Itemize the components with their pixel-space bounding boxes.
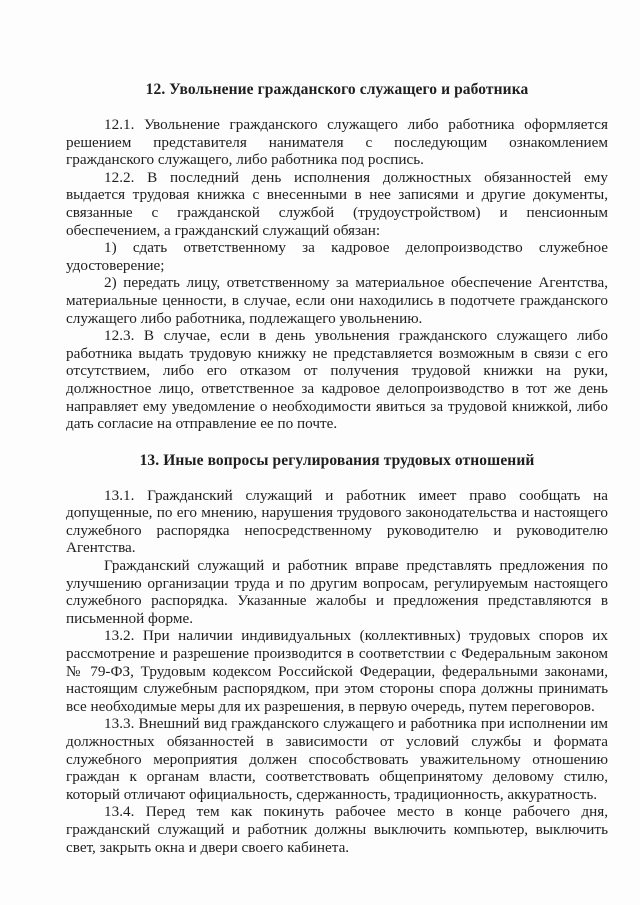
paragraph-12-1: 12.1. Увольнение гражданского служащего либо работника оформляется решением представителя нанимателя с последующим ознакомлением гражданского служащего, либо работника под роспись.: [66, 116, 608, 169]
section-12-heading: 12. Увольнение гражданского служащего и работника: [145, 81, 529, 98]
paragraph-13-2: 13.2. При наличии индивидуальных (коллективных) трудовых споров их рассмотрение и разрешение производится в соответствии с Федеральным законом № 79-ФЗ, Трудовым кодексом Российской Федерации, федеральными законами, настоящим служебным распорядком, при этом стороны спора должны принимать все необходимые меры для их разрешения, в первую очередь, путем переговоров.: [66, 627, 608, 715]
paragraph-12-3: 12.3. В случае, если в день увольнения гражданского служащего либо работника выдать трудовую книжку не представляется возможным в связи с его отсутствием, либо его отказом от получения трудовой книжки на руки, должностное лицо, ответственное за кадровое делопроизводство в тот же день направляет ему уведомление о необходимости явиться за трудовой книжкой, либо дать согласие на отправление ее по почте.: [66, 327, 608, 433]
paragraph-12-2-item-1: 1) сдать ответственному за кадровое делопроизводство служебное удостоверение;: [66, 239, 608, 274]
document-body: [66, 80, 608, 856]
paragraph-13-3: 13.3. Внешний вид гражданского служащего и работника при исполнении им должностных обязанностей в зависимости от условий службы и формата служебного мероприятия должен способствовать уважительному отношению граждан к органам власти, соответствовать общепринятому деловому стилю, который отличают официальность, сдержанность, традиционность, аккуратность.: [66, 715, 608, 803]
paragraph-13-4: 13.4. Перед тем как покинуть рабочее место в конце рабочего дня, гражданский служащий и работник должны выключить компьютер, выключить свет, закрыть окна и двери своего кабинета.: [66, 803, 608, 856]
paragraph-13-1: 13.1. Гражданский служащий и работник имеет право сообщать на допущенные, по его мнению, нарушения трудового законодательства и настоящего служебного распорядка непосредственному руководителю и руководителю Агентства.: [66, 486, 608, 557]
paragraph-12-2-item-2: 2) передать лицу, ответственному за материальное обеспечение Агентства, материальные ценности, в случае, если они находились в подотчете гражданского служащего либо работника, подлежащего увольнению.: [66, 274, 608, 327]
section-13-heading: 13. Иные вопросы регулирования трудовых отношений: [139, 451, 535, 469]
paragraph-12-2: 12.2. В последний день исполнения должностных обязанностей ему выдается трудовая книжка с внесенными в нее записями и другие документы, связанные с гражданской службой (трудоустройством) и пенсионным обеспечением, а гражданский служащий обязан:: [66, 168, 608, 239]
paragraph-13-1-continued: Гражданский служащий и работник вправе представлять предложения по улучшению организации труда и по другим вопросам, регулируемым настоящего служебного распорядка. Указанные жалобы и предложения представляются в письменной форме.: [66, 557, 608, 627]
